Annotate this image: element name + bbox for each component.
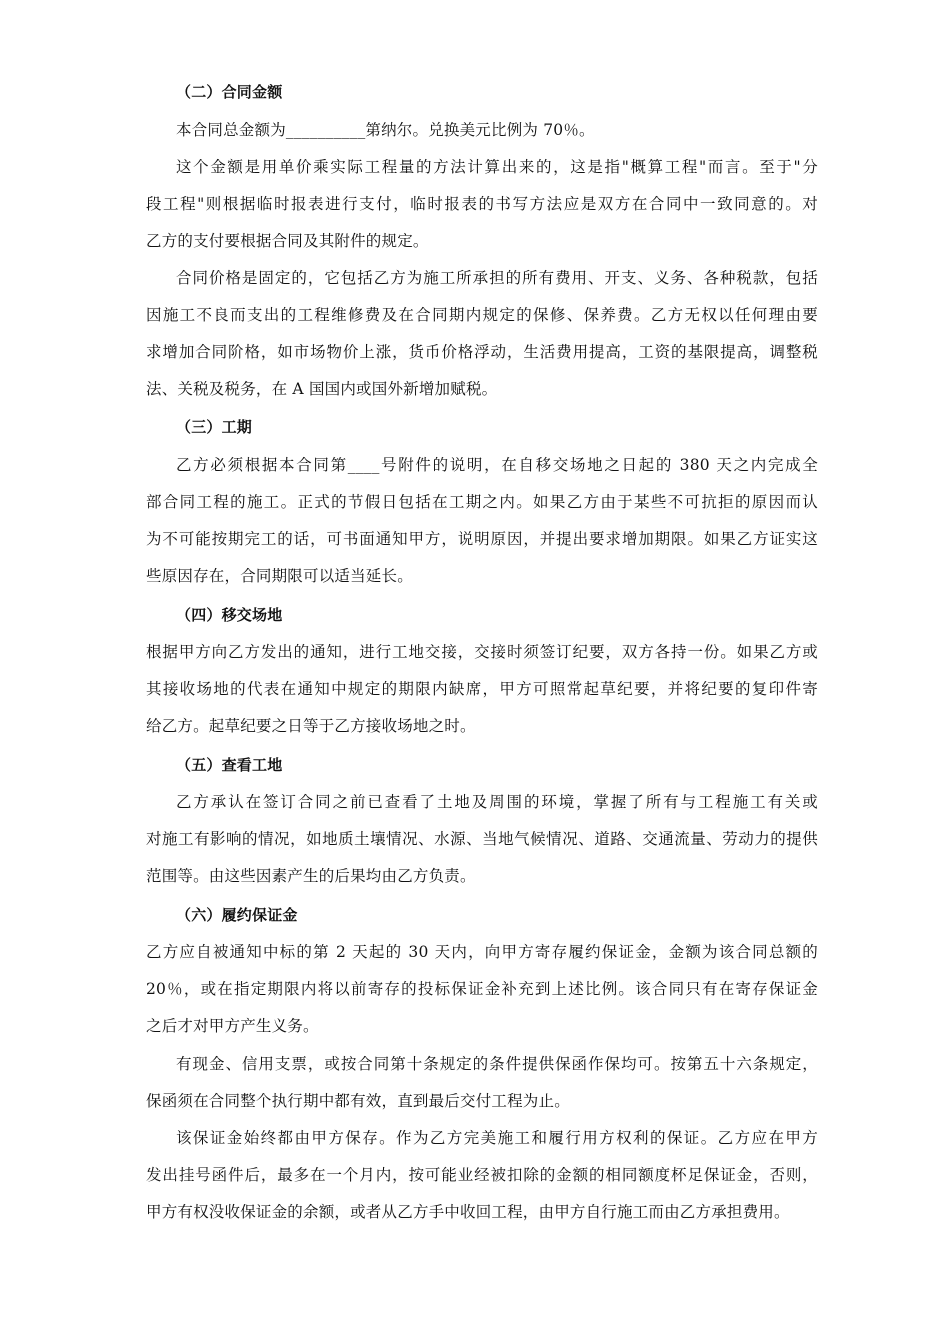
paragraph-line: 乙方承认在签订合同之前已查看了土地及周围的环境，掌握了所有与工程施工有关或: [176, 793, 818, 811]
paragraph-line: 该保证金始终都由甲方保存。作为乙方完美施工和履行用方权利的保证。乙方应在甲方: [176, 1129, 818, 1147]
paragraph-line: 为不可能按期完工的话，可书面通知甲方，说明原因，并提出要求增加期限。如果乙方证实这: [146, 530, 818, 548]
paragraph-line: 对施工有影响的情况，如地质土壤情况、水源、当地气候情况、道路、交通流量、劳动力的提供: [146, 830, 818, 848]
paragraph-line: 求增加合同阶格，如市场物价上涨，货币价格浮动，生活费用提高，工资的基限提高，调整税: [146, 343, 818, 361]
paragraph-line: 有现金、信用支票，或按合同第十条规定的条件提供保函作保均可。按第五十六条规定，: [176, 1055, 818, 1073]
section-heading-site-handover: （四）移交场地: [176, 606, 283, 624]
paragraph-line: 段工程"则根据临时报表进行支付，临时报表的书写方法应是双方在合同中一致同意的。对: [146, 195, 818, 213]
section-heading-contract-amount: （二）合同金额: [176, 83, 283, 101]
paragraph-line: 其接收场地的代表在通知中规定的期限内缺席，甲方可照常起草纪要，并将纪要的复印件寄: [146, 680, 818, 698]
paragraph-line: 因施工不良而支出的工程维修费及在合同期内规定的保修、保养费。乙方无权以任何理由要: [146, 306, 818, 324]
section-heading-duration: （三）工期: [176, 418, 253, 436]
paragraph-line: 合同价格是固定的，它包括乙方为施工所承担的所有费用、开支、义务、各种税款，包括: [176, 269, 818, 287]
section-heading-site-inspection: （五）查看工地: [176, 756, 283, 774]
paragraph-line: 甲方有权没收保证金的余额，或者从乙方手中收回工程，由甲方自行施工而由乙方承担费用。: [146, 1203, 790, 1221]
paragraph-line: 法、关税及税务，在 A 国国内或国外新增加赋税。: [146, 380, 498, 398]
paragraph-line: 范围等。由这些因素产生的后果均由乙方负责。: [146, 867, 476, 885]
paragraph-line: 给乙方。起草纪要之日等于乙方接收场地之时。: [146, 717, 476, 735]
paragraph-line: 之后才对甲方产生义务。: [146, 1017, 319, 1035]
paragraph-line: 本合同总金额为__________第纳尔。兑换美元比例为 70％。: [176, 121, 595, 139]
paragraph-line: 乙方应自被通知中标的第 2 天起的 30 天内，向甲方寄存履约保证金，金额为该合同总额的: [146, 943, 818, 961]
paragraph-line: 乙方的支付要根据合同及其附件的规定。: [146, 232, 429, 250]
paragraph-line: 20％，或在指定期限内将以前寄存的投标保证金补充到上述比例。该合同只有在寄存保证金: [146, 980, 818, 998]
paragraph-line: 保函须在合同整个执行期中都有效，直到最后交付工程为止。: [146, 1092, 570, 1110]
paragraph-line: 部合同工程的施工。正式的节假日包括在工期之内。如果乙方由于某些不可抗拒的原因而认: [146, 493, 818, 511]
paragraph-line: 乙方必须根据本合同第____号附件的说明，在自移交场地之日起的 380 天之内完成全: [176, 456, 818, 474]
paragraph-line: 这个金额是用单价乘实际工程量的方法计算出来的，这是指"概算工程"而言。至于"分: [176, 158, 818, 176]
paragraph-line: 根据甲方向乙方发出的通知，进行工地交接，交接时须签订纪要，双方各持一份。如果乙方或: [146, 643, 818, 661]
section-heading-performance-bond: （六）履约保证金: [176, 906, 298, 924]
paragraph-line: 发出挂号函件后，最多在一个月内，按可能业经被扣除的金额的相同额度杯足保证金，否则，: [146, 1166, 818, 1184]
paragraph-line: 些原因存在，合同期限可以适当延长。: [146, 567, 413, 585]
